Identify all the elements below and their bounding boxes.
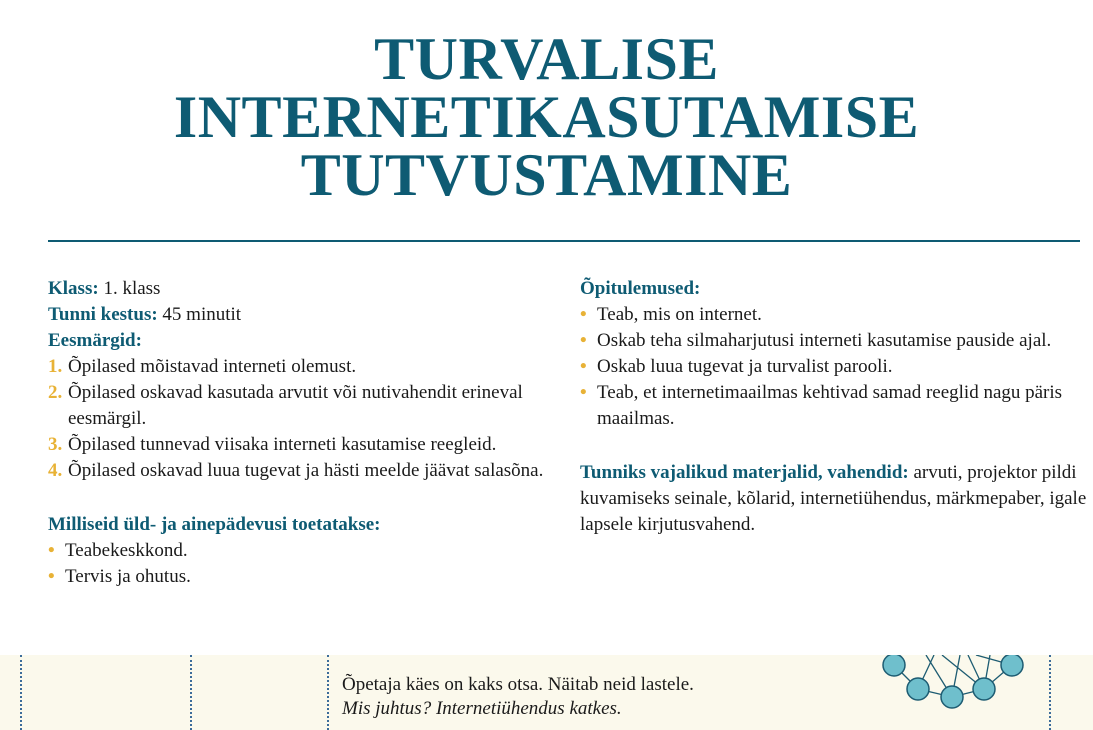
activity-strip [0,655,1093,730]
materials-paragraph [580,460,1090,538]
outcome-item [580,302,1090,328]
klass-row [48,276,548,302]
padevused-label: Milliseid üld- ja ainepädevusi toetatakse: [48,514,381,535]
title-line-1: TURVALISE [374,26,719,92]
left-column [48,276,548,590]
network-node [973,678,995,700]
bullet-icon: • [580,382,587,403]
klass-value: 1. klass [103,278,161,299]
dotted-divider [190,655,192,730]
goal-number: 1. [48,356,63,377]
right-column [580,276,1090,538]
kestus-row [48,302,548,328]
bullet-icon: • [580,304,587,325]
page-title [0,26,1093,208]
network-node [907,678,929,700]
goal-item [48,458,548,484]
kestus-value: 45 minutit [162,304,242,325]
eesmargid-label: Eesmärgid: [48,330,142,351]
outcome-item [580,328,1090,354]
network-node [1001,655,1023,676]
padevus-item [48,564,548,590]
outcome-item [580,354,1090,380]
padevus-text: Tervis ja ohutus. [65,566,191,587]
goals-list [48,354,548,484]
goal-number: 3. [48,434,63,455]
outcomes-list [580,302,1090,432]
goal-text: Õpilased tunnevad viisaka interneti kasutamise reegleid. [68,434,497,455]
goal-text: Õpilased oskavad luua tugevat ja hästi meelde jäävat salasõna. [68,460,544,481]
outcome-text: Oskab teha silmaharjutusi interneti kasutamise pauside ajal. [597,330,1052,351]
bullet-icon: • [48,540,55,561]
padevused-list [48,538,548,590]
outcome-text: Oskab luua tugevat ja turvalist parooli. [597,356,893,377]
kestus-label: Tunni kestus: [48,304,158,325]
outcome-text: Teab, mis on internet. [597,304,762,325]
bullet-icon: • [580,356,587,377]
goal-item [48,380,548,432]
bullet-icon: • [580,330,587,351]
outcome-text: Teab, et internetimaailmas kehtivad samad reeglid nagu päris maailmas. [597,382,1063,429]
goal-text: Õpilased mõistavad interneti olemust. [68,356,357,377]
dotted-divider [327,655,329,730]
network-node [941,686,963,708]
dotted-divider [20,655,22,730]
title-divider [48,240,1080,242]
opitulemused-label: Õpitulemused: [580,278,701,299]
section-gap [48,484,548,512]
title-line-2: INTERNETIKASUTAMISE [173,84,920,150]
padevus-text: Teabekeskkond. [65,540,188,561]
goal-text: Õpilased oskavad kasutada arvutit või nutivahendit erineval eesmärgil. [68,382,523,429]
network-illustration [872,655,1032,730]
title-line-3: TUTVUSTAMINE [300,142,793,208]
goal-number: 4. [48,460,63,481]
outcome-item [580,380,1090,432]
goal-item [48,354,548,380]
activity-text [342,673,694,721]
network-node [883,655,905,676]
dotted-divider [1049,655,1051,730]
padevus-item [48,538,548,564]
bullet-icon: • [48,566,55,587]
network-nodes [883,655,1023,708]
klass-label: Klass: [48,278,99,299]
materials-text: arvuti, projektor pildi kuvamiseks seinale, kõlarid, internetiühendus, märkmepaber, igale lapsele kirjutusvahend. [580,462,1087,535]
materials-label: Tunniks vajalikud materjalid, vahendid: [580,462,909,483]
activity-line-2: Mis juhtus? Internetiühendus katkes. [342,698,622,719]
goal-number: 2. [48,382,63,403]
goal-item [48,432,548,458]
activity-line-1: Õpetaja käes on kaks otsa. Näitab neid lastele. [342,674,694,695]
